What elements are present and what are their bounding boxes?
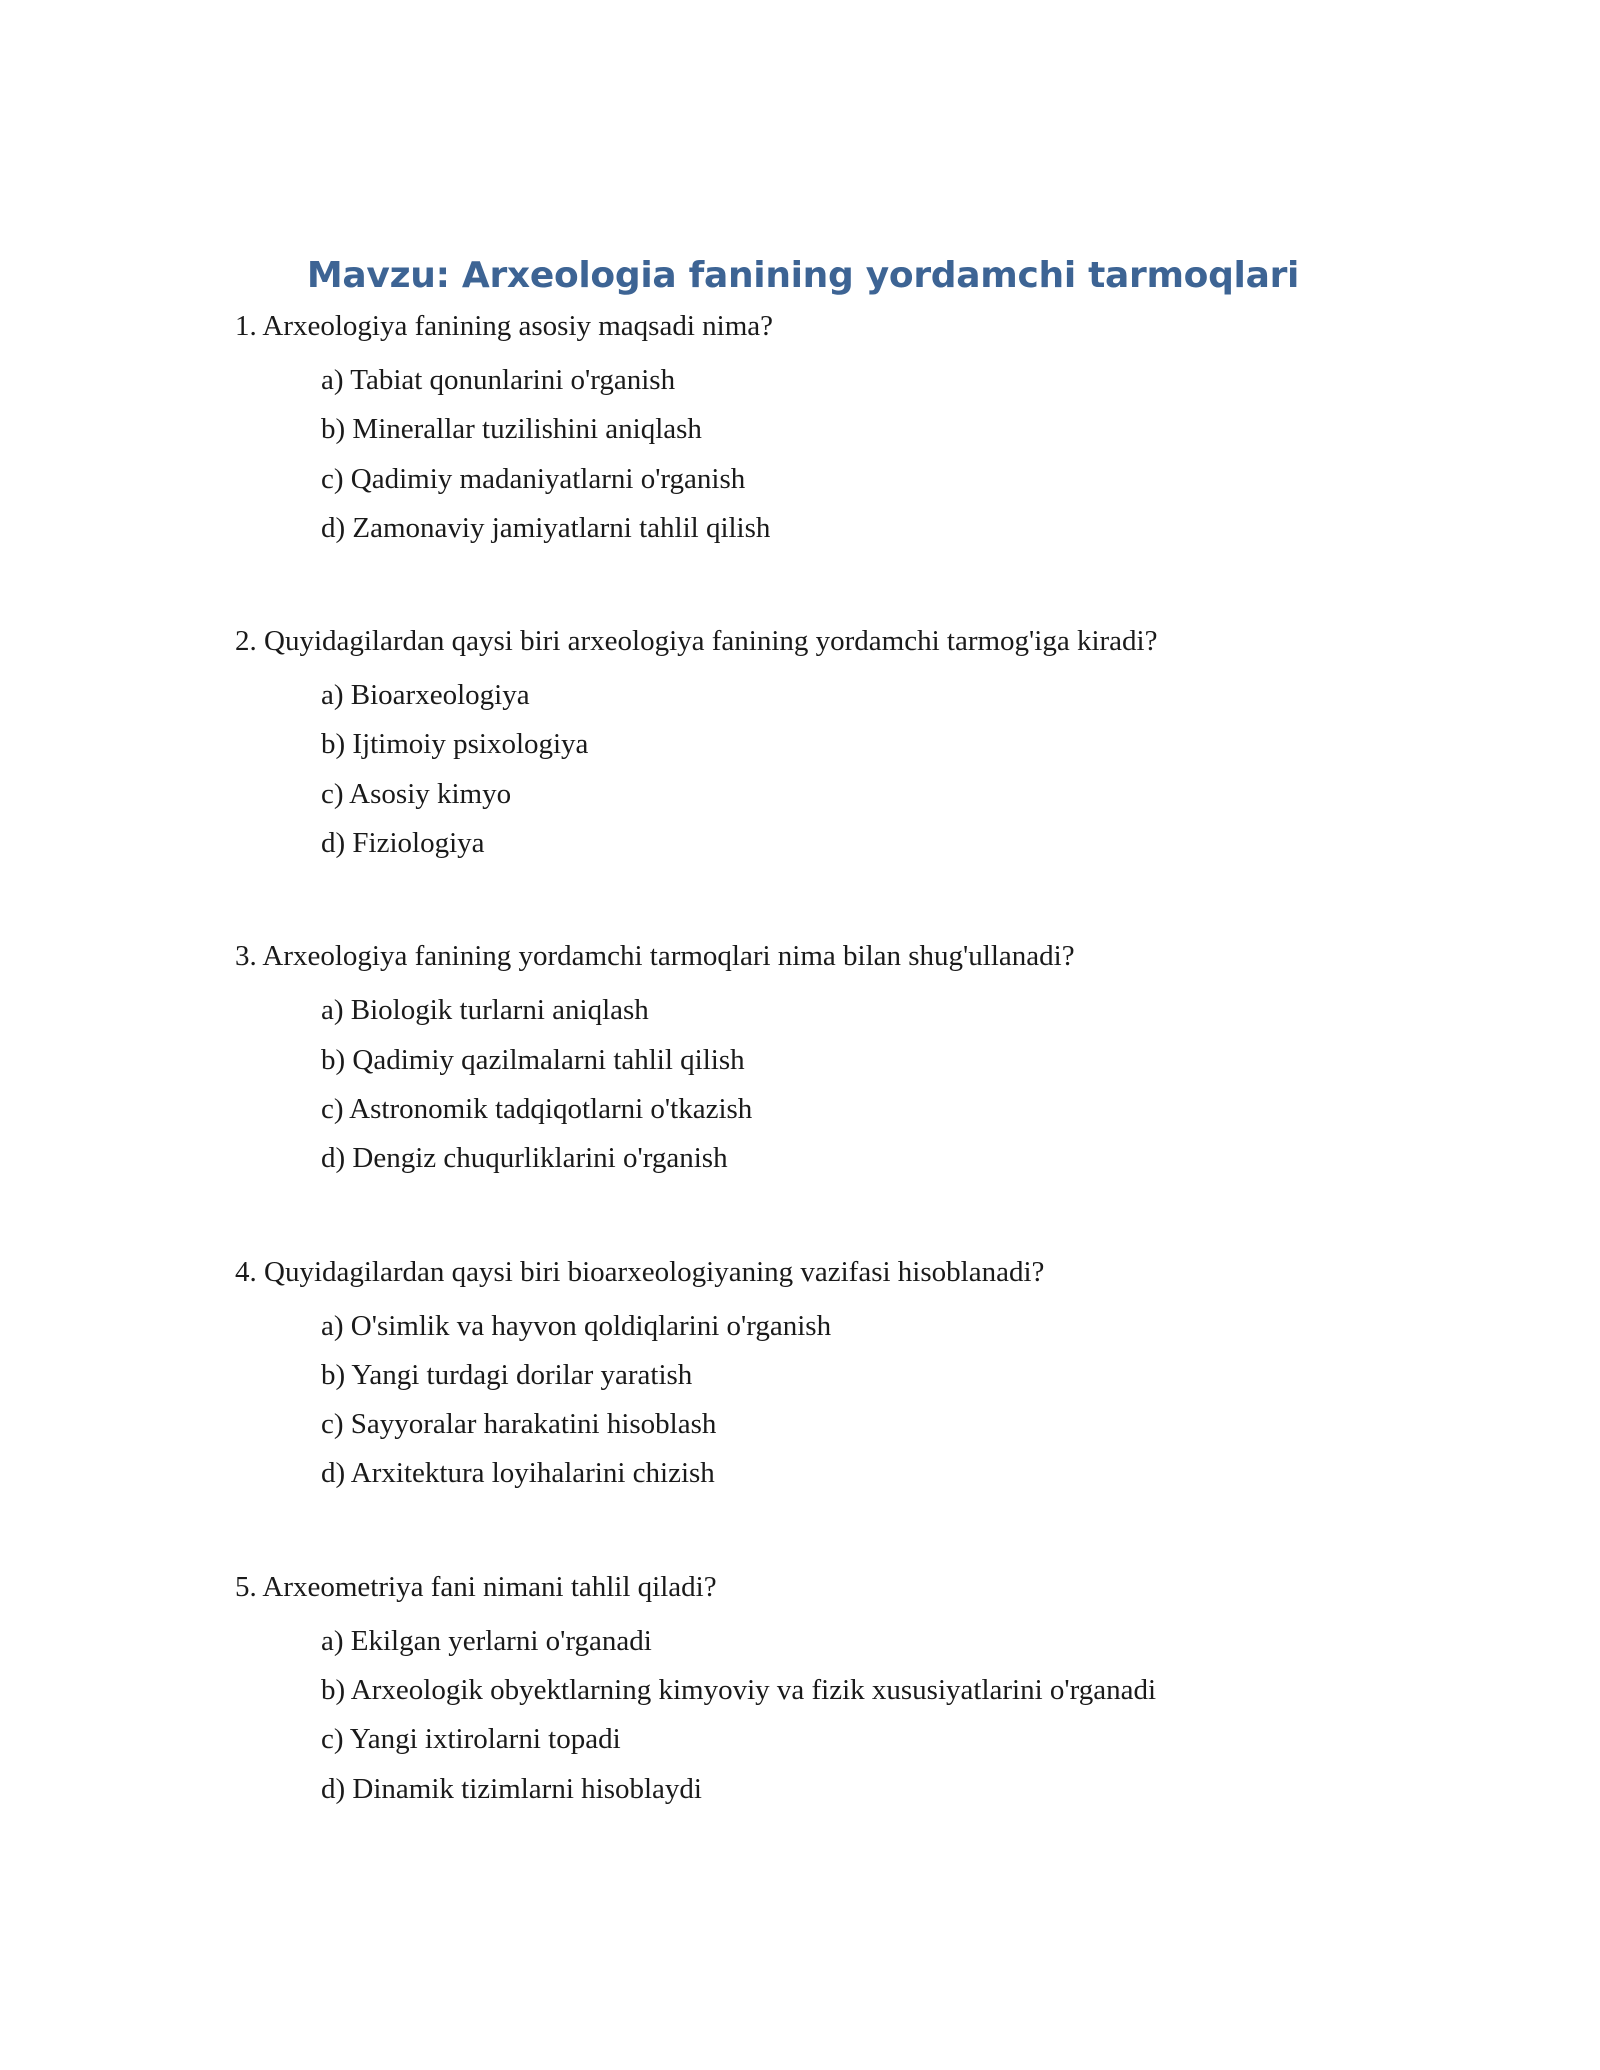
option-list <box>235 356 1395 553</box>
option-list <box>235 1617 1395 1814</box>
option-c: c) Sayyoralar harakatini hisoblash <box>321 1408 717 1441</box>
option-a: a) O'simlik va hayvon qoldiqlarini o'rganish <box>321 1309 832 1342</box>
option-c: c) Astronomik tadqiqotlarni o'tkazish <box>321 1092 753 1125</box>
question-text: 5. Arxeometriya fani nimani tahlil qiladi? <box>235 1570 717 1603</box>
option-b: b) Arxeologik obyektlarning kimyoviy va fizik xususiyatlarini o'rganadi <box>321 1674 1157 1707</box>
option-list <box>235 671 1395 868</box>
option-d: d) Zamonaviy jamiyatlarni tahlil qilish <box>321 511 771 544</box>
question-5 <box>235 1567 1395 1814</box>
option-a: a) Ekilgan yerlarni o'rganadi <box>321 1624 652 1657</box>
question-list <box>235 306 1395 1814</box>
option-a: a) Biologik turlarni aniqlash <box>321 994 649 1027</box>
question-1 <box>235 306 1395 553</box>
question-text: 1. Arxeologiya fanining asosiy maqsadi nima? <box>235 310 774 342</box>
option-d: d) Fiziologiya <box>321 827 485 860</box>
question-text: 4. Quyidagilardan qaysi biri bioarxeologiyaning vazifasi hisoblanadi? <box>235 1255 1045 1288</box>
option-b: b) Yangi turdagi dorilar yaratish <box>321 1358 693 1391</box>
option-list <box>235 986 1395 1183</box>
option-a: a) Tabiat qonunlarini o'rganish <box>321 364 676 396</box>
option-d: d) Dinamik tizimlarni hisoblaydi <box>321 1772 702 1805</box>
option-b: b) Minerallar tuzilishini aniqlash <box>321 413 702 446</box>
option-d: d) Arxitektura loyihalarini chizish <box>321 1457 715 1490</box>
option-list <box>235 1302 1395 1499</box>
question-text: 2. Quyidagilardan qaysi biri arxeologiya fanining yordamchi tarmog'iga kiradi? <box>235 625 1158 658</box>
question-2 <box>235 621 1395 868</box>
question-3 <box>235 936 1395 1183</box>
option-c: c) Asosiy kimyo <box>321 777 512 810</box>
option-a: a) Bioarxeologiya <box>321 679 530 712</box>
option-c: c) Qadimiy madaniyatlarni o'rganish <box>321 462 746 495</box>
option-c: c) Yangi ixtirolarni topadi <box>321 1723 621 1756</box>
option-b: b) Ijtimoiy psixologiya <box>321 728 589 761</box>
question-text: 3. Arxeologiya fanining yordamchi tarmoqlari nima bilan shug'ullanadi? <box>235 940 1075 973</box>
page-title: Mavzu: Arxeologia fanining yordamchi tarmoqlari <box>306 255 1300 296</box>
option-d: d) Dengiz chuqurliklarini o'rganish <box>321 1142 728 1175</box>
option-b: b) Qadimiy qazilmalarni tahlil qilish <box>321 1043 745 1076</box>
question-4 <box>235 1252 1395 1499</box>
